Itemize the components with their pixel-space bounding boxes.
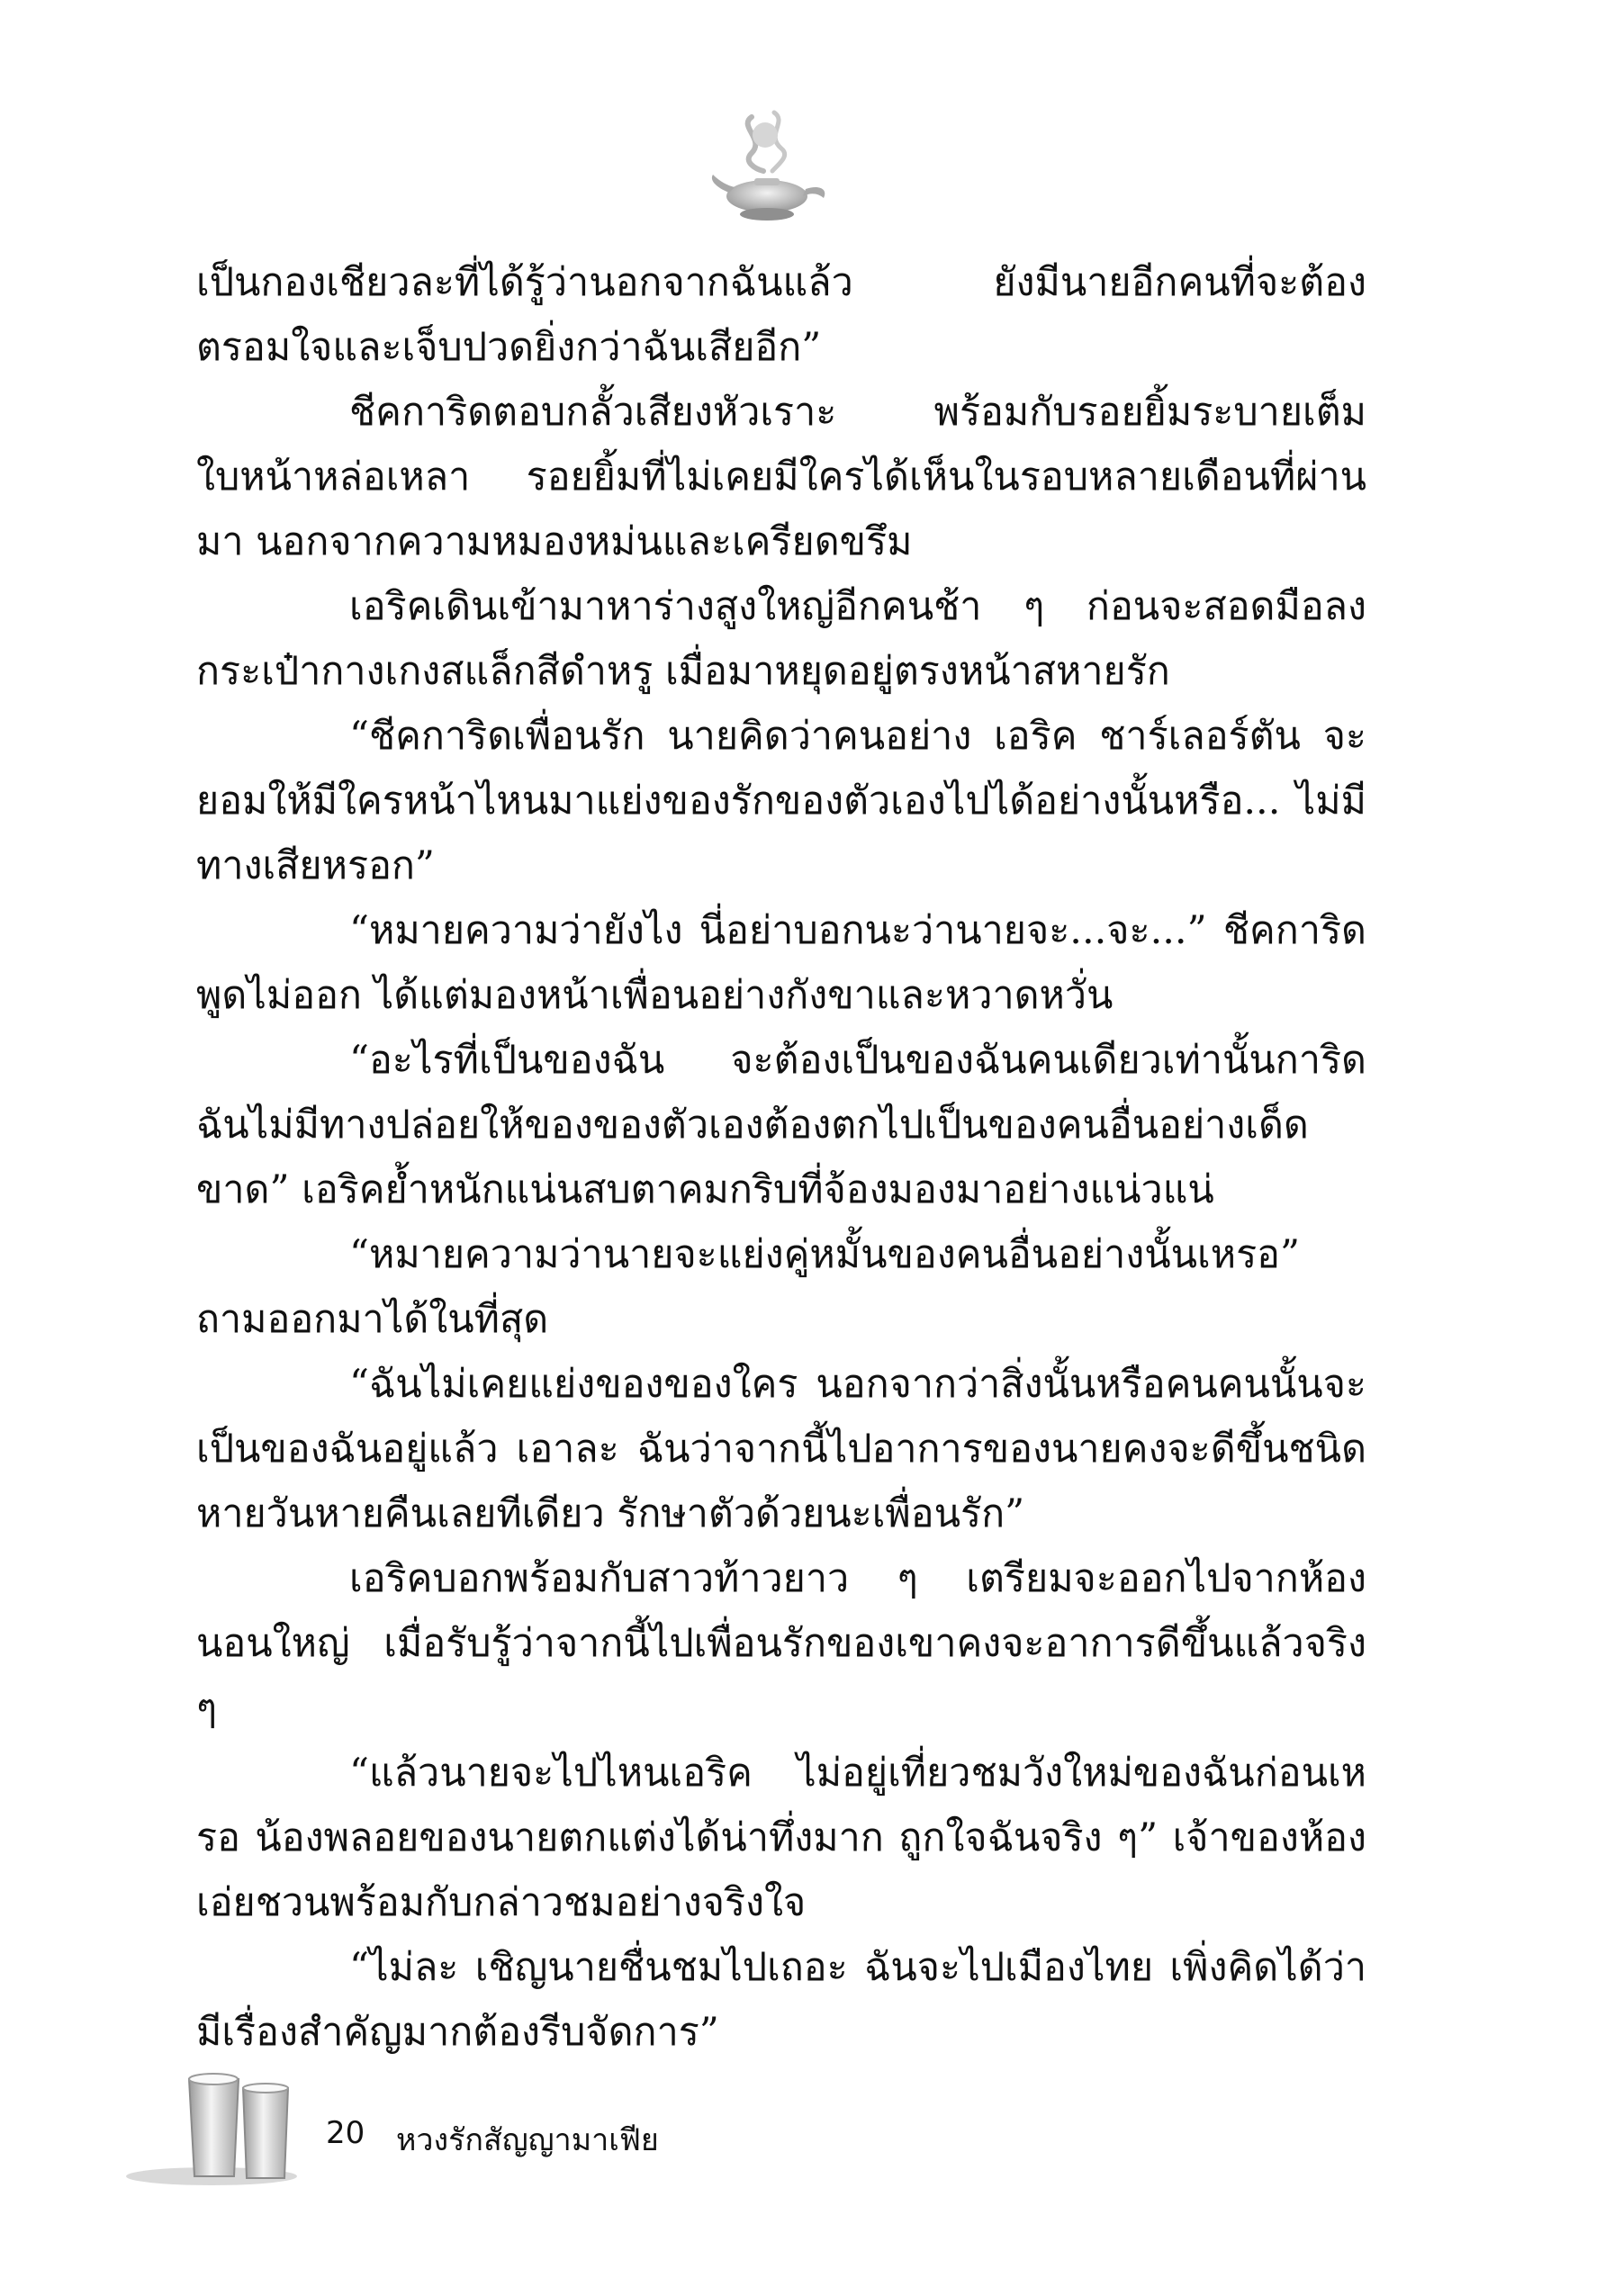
- page-number: 20: [326, 2115, 365, 2151]
- page-footer: [126, 2061, 756, 2187]
- paragraph: เอริคเดินเข้ามาหาร่างสูงใหญ่อีกคนช้า ๆ ก่อนจะสอดมือลงกระเป๋ากางเกงสแล็กสีดำหรู เมื่อมาหยุดอยู่ตรงหน้าสหายรัก: [196, 584, 1366, 694]
- paragraph: ชีคการิดตอบกลั้วเสียงหัวเราะ พร้อมกับรอยยิ้มระบายเต็มใบหน้าหล่อเหลา รอยยิ้มที่ไม่เคยมีใครได้เห็นในรอบหลายเดือนที่ผ่านมา นอกจากความหมองหม่นและเครียดขรึม: [196, 390, 1366, 564]
- paragraph: “อะไรที่เป็นของฉัน จะต้องเป็นของฉันคนเดียวเท่านั้นการิด ฉันไม่มีทางปล่อยให้ของของตัวเองต้องตกไปเป็นของคนอื่นอย่างเด็ดขาด” เอริคย้ำหนักแน่นสบตาคมกริบที่จ้องมองมาอย่างแน่วแน่: [196, 1038, 1366, 1212]
- milk-glasses-icon: [126, 2061, 315, 2187]
- paragraph: เป็นกองเชียวละที่ได้รู้ว่านอกจากฉันแล้ว ยังมีนายอีกคนที่จะต้องตรอมใจและเจ็บปวดยิ่งกว่าฉันเสียอีก”: [196, 260, 1366, 370]
- paragraph: “ไม่ละ เชิญนายชื่นชมไปเถอะ ฉันจะไปเมืองไทย เพิ่งคิดได้ว่ามีเรื่องสำคัญมากต้องรีบจัดการ”: [196, 1945, 1366, 2055]
- paragraph: เอริคบอกพร้อมกับสาวท้าวยาว ๆ เตรียมจะออกไปจากห้องนอนใหญ่ เมื่อรับรู้ว่าจากนี้ไปเพื่อนรักของเขาคงจะอาการดีขึ้นแล้วจริง ๆ: [196, 1556, 1366, 1731]
- paragraph: “หมายความว่ายังไง นี่อย่าบอกนะว่านายจะ...จะ...” ชีคการิดพูดไม่ออก ได้แต่มองหน้าเพื่อนอย่างกังขาและหวาดหวั่น: [196, 908, 1366, 1018]
- paragraph: “ชีคการิดเพื่อนรัก นายคิดว่าคนอย่าง เอริค ชาร์เลอร์ตัน จะยอมให้มีใครหน้าไหนมาแย่งของรักของตัวเองไปได้อย่างนั้นหรือ... ไม่มีทางเสียหรอก”: [196, 714, 1366, 888]
- genie-lamp-icon: [702, 99, 837, 234]
- paragraph: “ฉันไม่เคยแย่งของของใคร นอกจากว่าสิ่งนั้นหรือคนคนนั้นจะเป็นของฉันอยู่แล้ว เอาละ ฉันว่าจากนี้ไปอาการของนายคงจะดีขึ้นชนิดหายวันหายคืนเลยทีเดียว รักษาตัวด้วยนะเพื่อนรัก”: [196, 1362, 1366, 1536]
- paragraph: “แล้วนายจะไปไหนเอริค ไม่อยู่เที่ยวชมวังใหม่ของฉันก่อนเหรอ น้องพลอยของนายตกแต่งได้น่าทึ่งมาก ถูกใจฉันจริง ๆ” เจ้าของห้องเอ่ยชวนพร้อมกับกล่าวชมอย่างจริงใจ: [196, 1751, 1366, 1925]
- paragraph: “หมายความว่านายจะแย่งคู่หมั้นของคนอื่นอย่างนั้นเหรอ” ถามออกมาได้ในที่สุด: [196, 1232, 1300, 1342]
- book-title: หวงรักสัญญามาเฟีย: [396, 2122, 659, 2158]
- body-text: [196, 250, 1366, 2065]
